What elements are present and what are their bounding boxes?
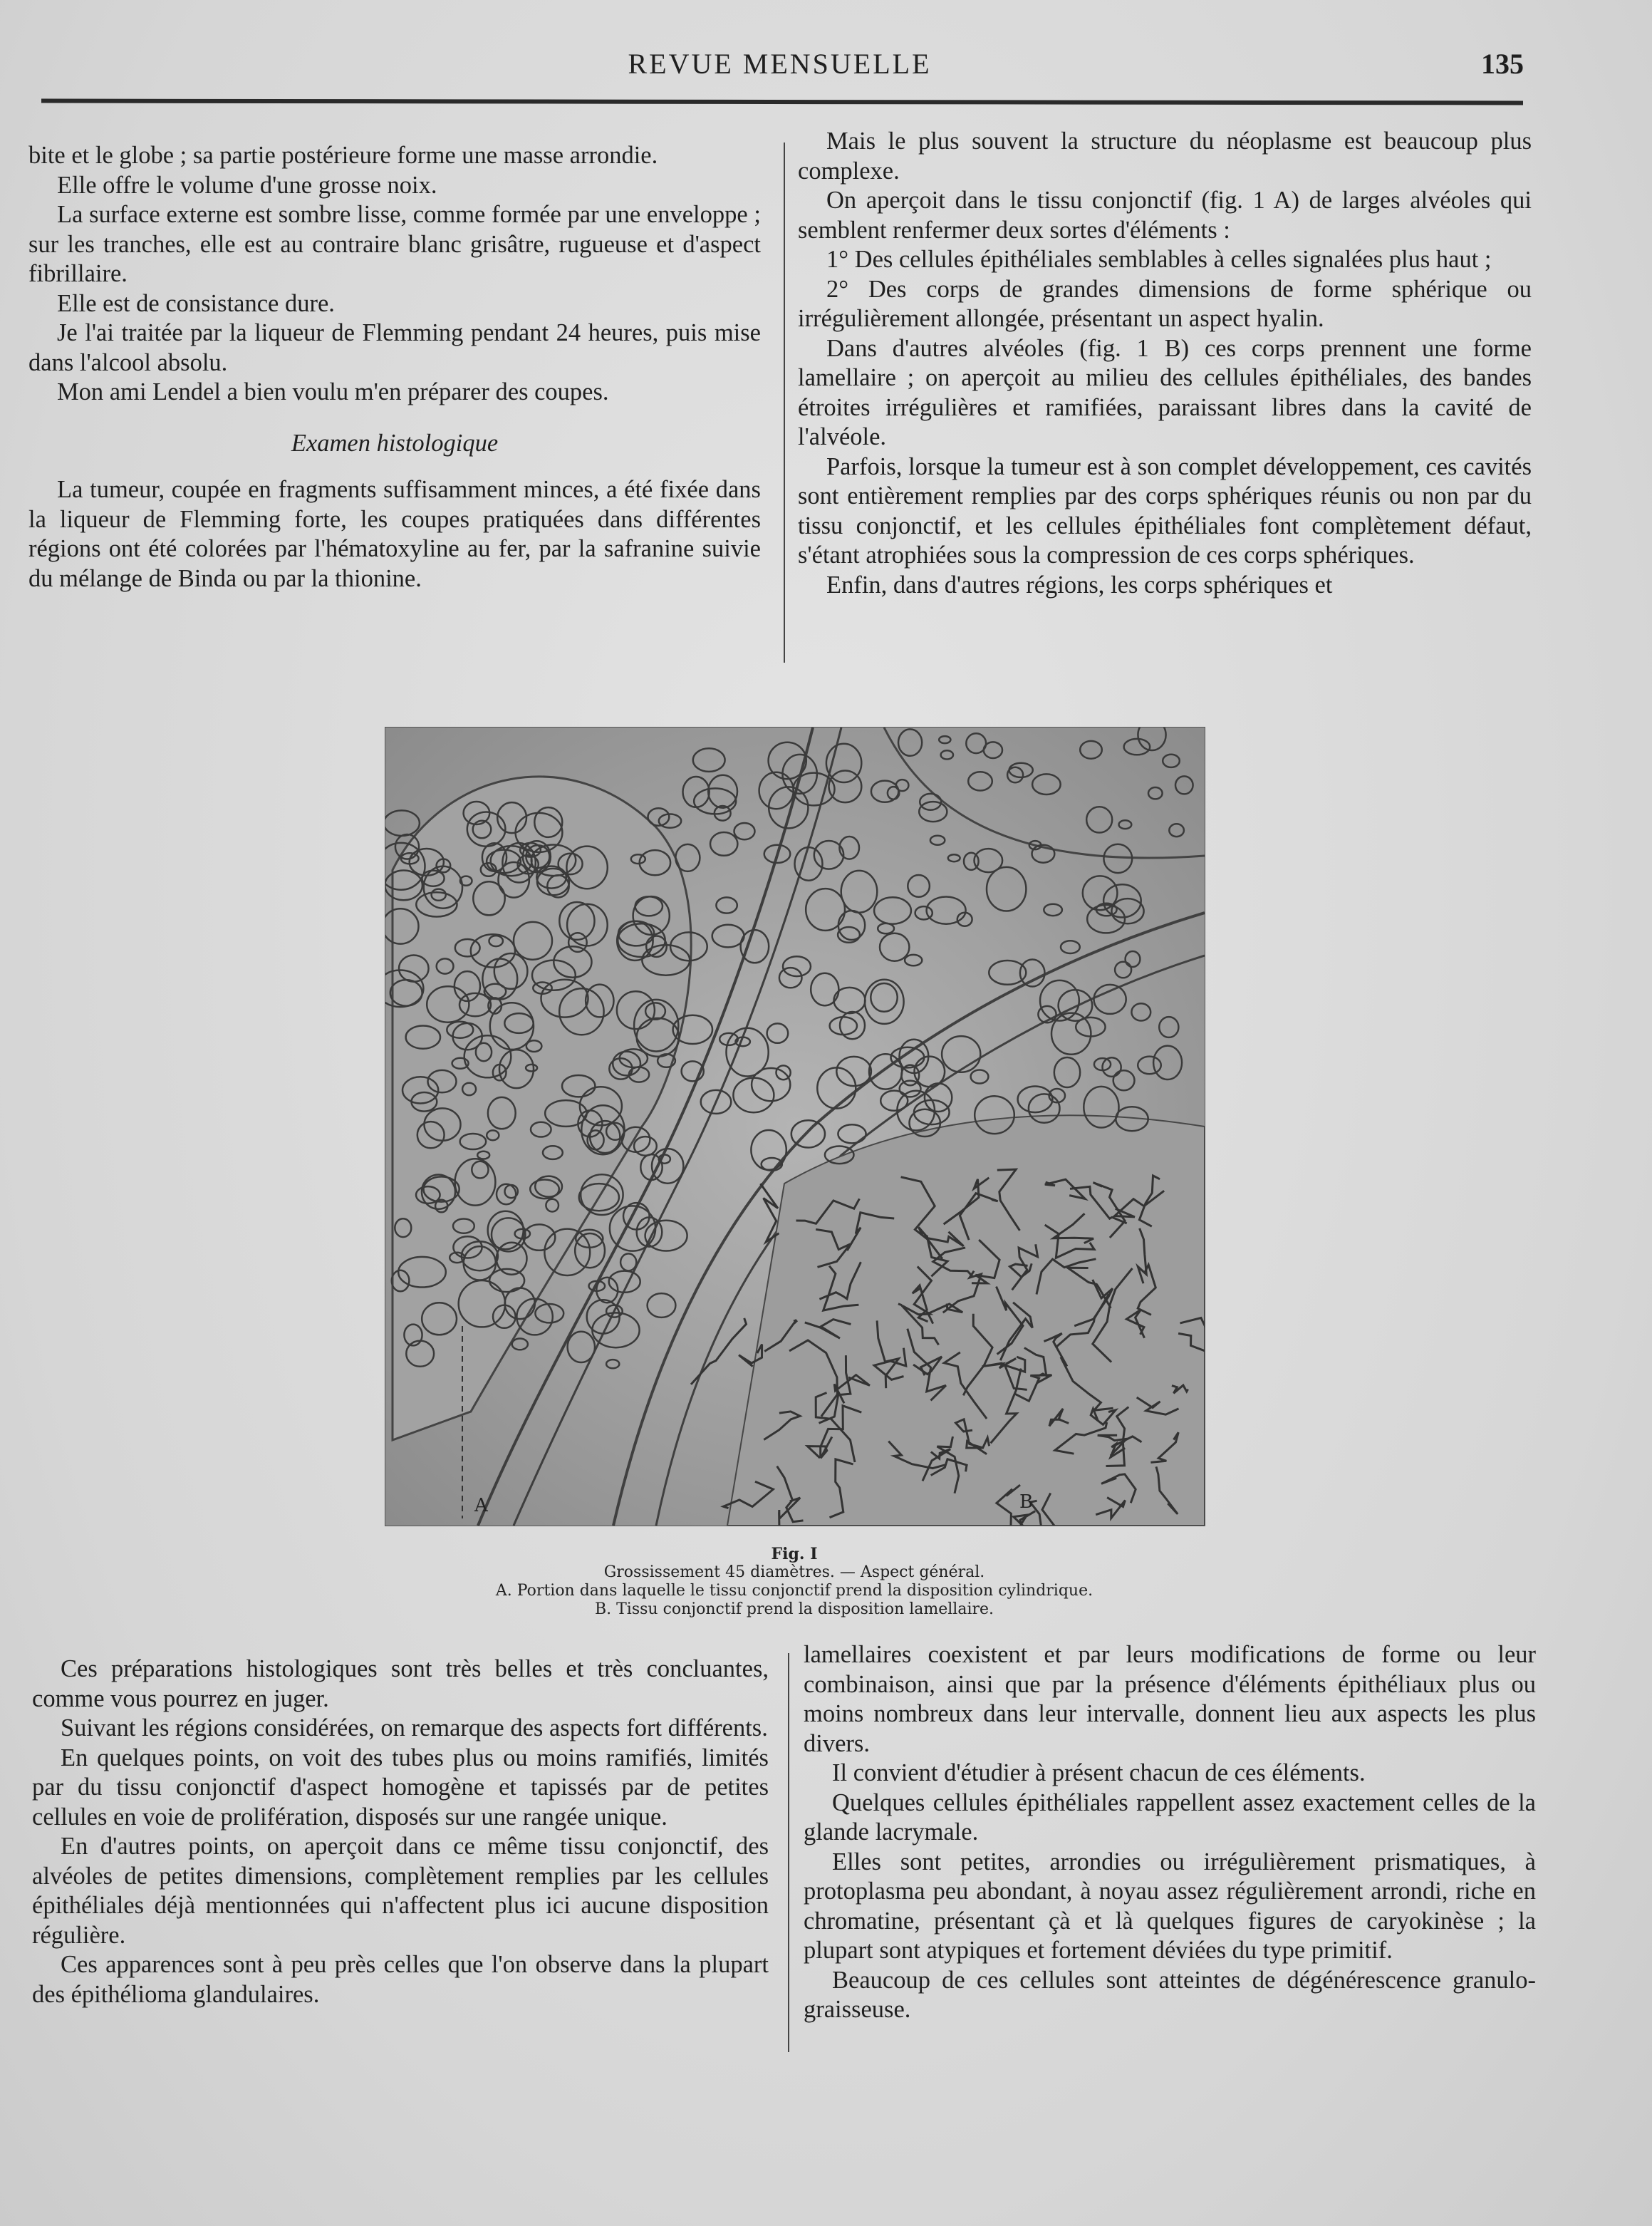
paragraph: Ces apparences sont à peu près celles que l'on observe dans la plupart des épithélioma glandulaires. [32, 1951, 769, 2008]
paragraph: Enfin, dans d'autres régions, les corps sphériques et [826, 571, 1333, 599]
column-left-top [28, 141, 761, 594]
paragraph: lamellaires coexistent et par leurs modifications de forme ou leur combinaison, ainsi que par la présence d'éléments épithéliaux plus ou moins nombreux dans leur intervalle, donnent lieu aux aspects les plus divers. [804, 1641, 1536, 1757]
caption-line: B. Tissu conjonctif prend la disposition lamellaire. [594, 1600, 994, 1618]
caption-line: Grossissement 45 diamètres. — Aspect général. [603, 1563, 985, 1581]
figure-label-b: B [1019, 1491, 1034, 1513]
caption-title: Fig. I [771, 1545, 818, 1563]
figure-label-a: A [474, 1495, 488, 1516]
paragraph: En d'autres points, on aperçoit dans ce même tissu conjonctif, des alvéoles de petites dimensions, complètement remplies par les cellules épithéliales déjà mentionnées qui n'affectent plus ici aucune disposition régulière. [32, 1833, 769, 1949]
column-divider [788, 1653, 789, 2052]
caption-line: A. Portion dans laquelle le tissu conjonctif prend la disposition cylindrique. [495, 1582, 1093, 1600]
paragraph: On aperçoit dans le tissu conjonctif (fig. 1 A) de larges alvéoles qui semblent renfermer deux sortes d'éléments : [798, 187, 1532, 244]
paragraph: Parfois, lorsque la tumeur est à son complet développement, ces cavités sont entièrement remplies par des corps sphériques réunis ou non par du tissu conjonctif, et les cellules épithéliales font complètement défaut, s'étant atrophiées sous la compression de ces corps sphériques. [798, 452, 1532, 569]
column-divider [784, 143, 785, 663]
paragraph: Dans d'autres alvéoles (fig. 1 B) ces corps prennent une forme lamellaire ; on aperçoit au milieu des cellules épithéliales, des bandes étroites irrégulières et ramifiées, paraissant libres dans la cavité de l'alvéole. [798, 334, 1532, 450]
running-head: REVUE MENSUELLE [628, 48, 932, 80]
paragraph: Elle est de consistance dure. [57, 289, 335, 317]
paragraph: En quelques points, on voit des tubes plus ou moins ramifiés, limités par du tissu conjonctif d'aspect homogène et tapissés par de petites cellules en voie de prolifération, disposés sur une rangée unique. [32, 1744, 769, 1831]
figure-caption [285, 1545, 1304, 1619]
paragraph: La tumeur, coupée en fragments suffisamment minces, a été fixée dans la liqueur de Flemming forte, les coupes pratiquées dans différentes régions ont été colorées par l'hématoxyline au fer, par la safranine suivie du mélange de Binda ou par la thionine. [28, 476, 761, 592]
paragraph: Ces préparations histologiques sont très belles et très concluantes, comme vous pourrez en juger. [32, 1655, 769, 1712]
paragraph: Elle offre le volume d'une grosse noix. [57, 171, 437, 199]
histology-figure [385, 727, 1205, 1526]
paragraph: bite et le globe ; sa partie postérieure forme une masse arrondie. [28, 142, 658, 169]
paragraph: Mais le plus souvent la structure du néoplasme est beaucoup plus complexe. [798, 128, 1532, 185]
paragraph: Mon ami Lendel a bien voulu m'en préparer des coupes. [57, 378, 609, 405]
section-heading: Examen histologique [291, 429, 499, 457]
paragraph: Elles sont petites, arrondies ou irrégulièrement prismatiques, à protoplasma peu abondant, à noyau assez régulièrement arrondi, riche en chromatine, présentant çà et là quelques figures de caryokinèse ; la plupart sont atypiques et fortement déviées du type primitif. [804, 1848, 1536, 1964]
column-right-bottom [804, 1640, 1536, 2025]
paragraph: La surface externe est sombre lisse, comme formée par une enveloppe ; sur les tranches, elle est au contraire blanc grisâtre, rugueuse et d'aspect fibrillaire. [28, 201, 761, 287]
column-right-top [798, 127, 1532, 600]
paragraph: 1° Des cellules épithéliales semblables à celles signalées plus haut ; [826, 246, 1492, 273]
column-left-bottom [32, 1655, 769, 2009]
histology-micrograph [385, 728, 1205, 1526]
paragraph: Beaucoup de ces cellules sont atteintes de dégénérescence granulo-graisseuse. [804, 1966, 1536, 2023]
paragraph: Il convient d'étudier à présent chacun de ces éléments. [832, 1759, 1366, 1786]
paragraph: 2° Des corps de grandes dimensions de forme sphérique ou irrégulièrement allongée, présentant un aspect hyalin. [798, 275, 1532, 332]
paragraph: Je l'ai traitée par la liqueur de Flemming pendant 24 heures, puis mise dans l'alcool absolu. [28, 319, 761, 376]
paragraph: Suivant les régions considérées, on remarque des aspects fort différents. [61, 1714, 768, 1741]
paragraph: Quelques cellules épithéliales rappellent assez exactement celles de la glande lacrymale. [804, 1788, 1536, 1845]
page-number: 135 [1481, 48, 1524, 80]
page-header [36, 47, 1524, 104]
